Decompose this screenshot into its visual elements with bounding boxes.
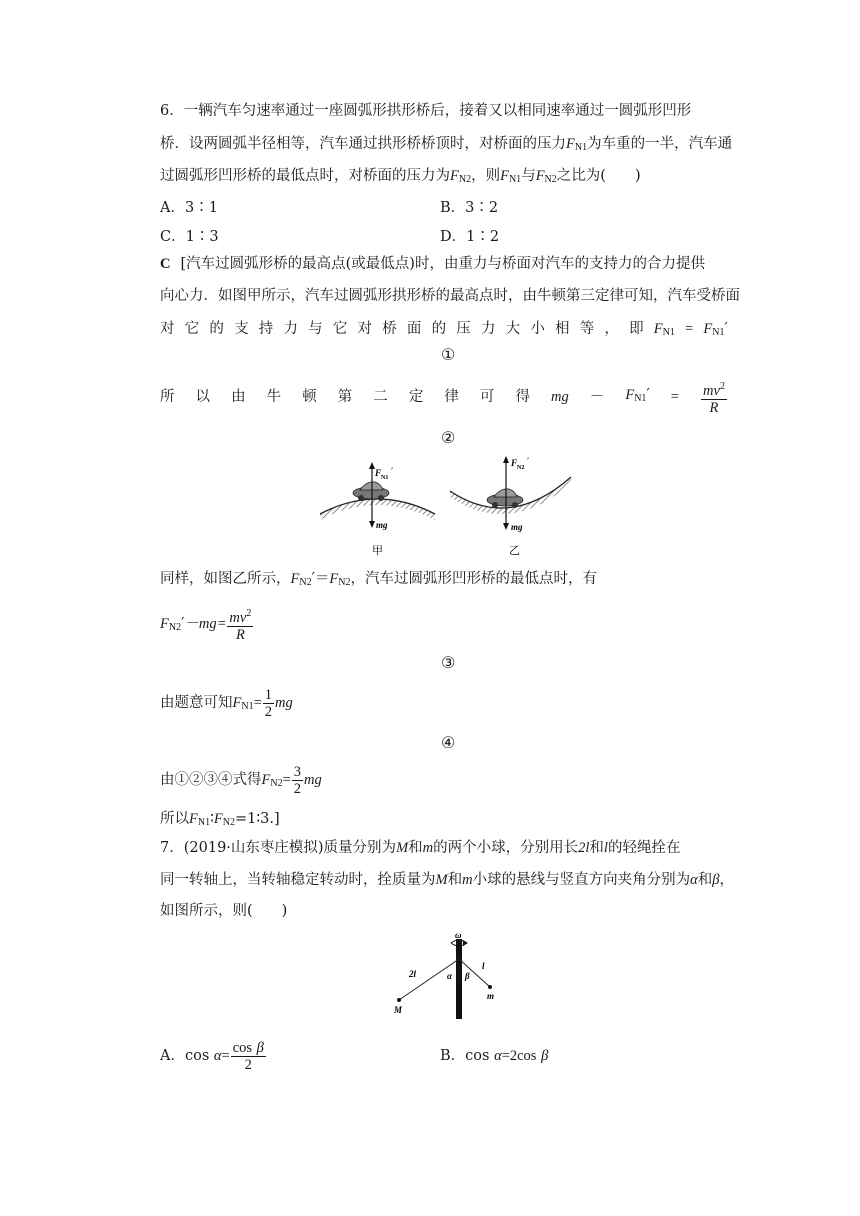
char: 桥 — [382, 321, 397, 337]
string-l — [459, 959, 490, 987]
equation-marker-3: ③ — [441, 653, 456, 672]
sol6-text-9c: =1∶3.] — [234, 811, 280, 827]
label-alpha: α — [447, 971, 452, 981]
char: 第 — [337, 389, 353, 405]
q7-text-1b: 和 — [697, 872, 713, 888]
frac-den: 2 — [264, 703, 273, 720]
char: 顿 — [302, 389, 317, 405]
n1-subscript: N1 — [662, 327, 675, 338]
q7-line3 — [160, 896, 287, 926]
equation-marker-4: ④ — [441, 733, 456, 752]
char: 的 — [431, 321, 447, 337]
char: 二 — [373, 389, 388, 405]
frac-den: 2 — [293, 780, 302, 797]
option-b-label: B．3∶2 — [440, 200, 499, 216]
beta-symbol: β — [712, 872, 720, 888]
sol6-eq4 — [160, 683, 293, 727]
char: 与 — [308, 321, 323, 337]
char: 大 — [505, 321, 521, 337]
char: 它 — [332, 321, 348, 337]
q6-text-2a: 桥．设两圆弧半径相等，汽车通过拱形桥桥顶时，对桥面的压力 — [160, 136, 566, 152]
label-l: l — [482, 961, 485, 971]
option-b-equation: =2cos — [501, 1048, 537, 1064]
convex-bridge — [320, 462, 435, 557]
length-2l: 2l — [578, 840, 590, 856]
q7-option-a[interactable] — [160, 1036, 267, 1076]
char: 对 — [160, 321, 175, 337]
n2-subscript: N2 — [270, 778, 283, 789]
char: 等 — [579, 321, 595, 337]
fraction-one-half — [263, 687, 274, 720]
sol6-line5 — [160, 564, 597, 598]
q7-text-2a: 同一转轴上，当转轴稳定转动时，拴质量为 — [160, 872, 436, 888]
f-symbol: F — [566, 136, 575, 152]
q7-line1 — [160, 833, 680, 863]
q7-text-1b: 和 — [408, 840, 423, 856]
fn2-label: F — [511, 458, 518, 468]
char: 小 — [530, 321, 545, 337]
q7-option-b[interactable] — [440, 1036, 548, 1076]
label-m: m — [487, 991, 495, 1001]
sol6-line1 — [160, 249, 705, 279]
option-d-label: D．1∶2 — [440, 229, 500, 245]
fraction-cos-beta-over-2 — [231, 1040, 266, 1073]
length-l: l — [603, 840, 608, 856]
char: 即 — [629, 321, 644, 337]
sol6-line3 — [160, 314, 728, 348]
q6-option-d[interactable] — [440, 222, 499, 252]
sol6-text-9a: 所以 — [160, 811, 189, 827]
q6-text-3d: 之比为( ) — [556, 168, 641, 184]
q7-text-1e: 的轻绳拴在 — [607, 840, 681, 856]
n1-subscript: N1 — [241, 701, 254, 712]
f-symbol: F — [189, 811, 198, 827]
char: 面 — [406, 321, 422, 337]
svg-text:′: ′ — [391, 466, 394, 475]
n2-subscript: N2 — [222, 817, 235, 828]
figure-label-yi: 乙 — [509, 545, 520, 557]
q7-text-2c: ， — [719, 872, 734, 888]
alpha-symbol: α — [690, 872, 698, 888]
mg-symbol: mg — [304, 772, 322, 788]
char: 牛 — [266, 389, 282, 405]
char: 得 — [515, 389, 530, 405]
n1-subscript: N1 — [197, 817, 211, 828]
f-symbol: F — [261, 772, 271, 788]
q6-text-1: 一辆汽车匀速率通过一座圆弧形拱形桥后，接着又以相同速率通过一圆弧形凹形 — [183, 103, 692, 119]
prime-mark: ′ — [724, 321, 728, 337]
q6-text-2b: 为车重的一半，汽车通 — [587, 136, 733, 152]
n1-subscript: N1 — [574, 142, 588, 153]
mv-symbol: mv — [703, 382, 720, 399]
mg-symbol: mg — [551, 389, 569, 405]
sol6-eq5 — [160, 760, 322, 804]
q7-text-1b: 和 — [447, 872, 463, 888]
sol6-text-5c: ，汽车过圆弧形凹形桥的最低点时，有 — [350, 571, 597, 587]
frac-num: 1 — [264, 686, 273, 703]
beta-symbol: β — [256, 1039, 264, 1056]
ratio-colon: ∶ — [210, 811, 214, 827]
q6-option-b[interactable] — [440, 193, 498, 223]
f-symbol: F — [450, 168, 459, 184]
omega-label: ω — [455, 930, 462, 940]
ball-m — [488, 985, 492, 989]
fraction-mv2-over-r — [701, 379, 727, 416]
n2-subscript: N2 — [544, 174, 557, 185]
q6-text-3c: 与 — [521, 168, 536, 184]
sol6-text-7a: 由题意可知 — [160, 695, 233, 711]
cos-text: cos — [232, 1039, 253, 1056]
q7-line2 — [160, 865, 734, 895]
sol6-text-1: [汽车过圆弧形桥的最高点(或最低点)时，由重力与桥面对汽车的支持力的合力提供 — [180, 256, 705, 272]
f-symbol: F — [329, 571, 339, 587]
r-symbol: R — [235, 626, 245, 643]
char: 相 — [555, 321, 570, 337]
prime-mark: ′ — [311, 571, 315, 587]
char: 由 — [231, 389, 246, 405]
option-c-label: C．1∶3 — [160, 229, 219, 245]
n2-subscript: N2 — [458, 174, 472, 185]
alpha-symbol: α — [213, 1048, 222, 1064]
n1-subscript: N1 — [508, 174, 522, 185]
equals-sign: = — [670, 389, 679, 405]
square-superscript: 2 — [719, 380, 725, 392]
n1-subscript: N1 — [634, 393, 647, 404]
fraction-mv2-over-r — [227, 606, 253, 643]
mass-m-small: m — [422, 840, 434, 856]
bridge-figure — [315, 452, 615, 562]
f-symbol: F — [703, 321, 713, 337]
r-symbol: R — [709, 399, 719, 416]
beta-symbol: β — [541, 1048, 549, 1064]
car-icon — [487, 489, 523, 508]
ball-M — [397, 998, 401, 1002]
fn1-prime-symbol — [625, 378, 649, 416]
f-symbol: F — [653, 321, 663, 337]
label-M: M — [394, 1005, 403, 1015]
sol6-text-5a: 同样，如图乙所示， — [160, 571, 291, 587]
q6-option-a[interactable] — [160, 193, 218, 223]
rotating-shaft-figure — [385, 927, 525, 1027]
fraction-three-halves — [292, 764, 303, 797]
f-symbol: F — [160, 616, 169, 632]
char: 的 — [209, 321, 224, 337]
q7-number: 7． — [160, 840, 184, 856]
q7-text-1c: 的两个小球，分别用长 — [433, 840, 579, 856]
f-symbol: F — [625, 387, 635, 403]
concave-bridge — [450, 456, 571, 557]
char: 可 — [479, 389, 495, 405]
prime-mark: ′ — [646, 387, 650, 403]
char: 力 — [480, 321, 496, 337]
f-symbol: F — [500, 168, 509, 184]
char: 以 — [195, 389, 211, 405]
f-symbol: F — [213, 811, 223, 827]
equation-marker-2: ② — [441, 428, 456, 447]
equals-sign: = — [282, 772, 291, 788]
fn2-label-sub: N2 — [517, 465, 525, 471]
option-a-label: A．cos — [160, 1048, 210, 1064]
sol6-text-8a: 由①②③④式得 — [160, 772, 262, 788]
mass-m-large: M — [435, 872, 448, 888]
q6-number: 6． — [160, 103, 184, 119]
char: 定 — [408, 389, 424, 405]
sol6-line4 — [160, 378, 728, 416]
equals-sign: = — [253, 695, 262, 711]
label-2l: 2l — [409, 969, 417, 979]
n2-subscript: N2 — [168, 622, 182, 633]
mg-label-left: mg — [376, 520, 388, 530]
frac-num: 3 — [293, 763, 302, 780]
label-beta: β — [465, 971, 470, 981]
equation-marker-1: ① — [441, 345, 456, 364]
frac-den: 2 — [244, 1056, 252, 1073]
alpha-symbol: α — [494, 1048, 502, 1064]
char: 对 — [357, 321, 372, 337]
f-symbol: F — [232, 695, 242, 711]
equals-sign: ＝ — [314, 571, 330, 587]
sol6-line2 — [160, 281, 740, 311]
q6-line1 — [160, 96, 691, 126]
char: 它 — [184, 321, 200, 337]
square-superscript: 2 — [246, 607, 252, 619]
q6-line2 — [160, 129, 732, 163]
q6-text-3a: 过圆弧形凹形桥的最低点时，对桥面的压力为 — [160, 168, 450, 184]
f-symbol: F — [535, 168, 545, 184]
char: ， — [604, 321, 619, 337]
eq3-mid: －mg= — [184, 616, 227, 632]
sol6-text-2: 向心力．如图甲所示，汽车过圆弧形拱形桥的最高点时，由牛顿第三定律可知，汽车受桥面 — [160, 288, 740, 304]
svg-text:′: ′ — [527, 456, 530, 465]
prime-mark: ′ — [181, 616, 185, 632]
char: 支 — [234, 321, 249, 337]
answer-letter: C — [160, 256, 171, 272]
mg-label-right: mg — [511, 522, 523, 532]
char: 压 — [456, 321, 471, 337]
f-symbol: F — [290, 571, 300, 587]
fn1-symbol — [654, 314, 675, 348]
n1-subscript: N1 — [712, 327, 725, 338]
q7-text-2b: 小球的悬线与竖直方向夹角分别为 — [472, 872, 691, 888]
n2-subscript: N2 — [338, 577, 351, 588]
option-a-label: A．3∶1 — [160, 200, 218, 216]
q7-text-1a: (2019·山东枣庄模拟)质量分别为 — [183, 840, 397, 856]
q6-line3 — [160, 161, 641, 195]
equals-sign: = — [685, 321, 694, 337]
mg-symbol: mg — [275, 695, 293, 711]
minus-sign: － — [589, 389, 605, 405]
char: 律 — [444, 389, 459, 405]
figure-label-jia: 甲 — [372, 545, 383, 557]
mass-m-large: M — [396, 840, 409, 856]
sol6-eq3 — [160, 604, 254, 648]
option-b-label: B．cos — [440, 1048, 490, 1064]
char: 所 — [160, 389, 175, 405]
n2-subscript: N2 — [299, 577, 312, 588]
car-icon — [353, 482, 389, 501]
fn1-label-sub: N1 — [381, 475, 389, 481]
char: 持 — [258, 321, 274, 337]
char: 力 — [283, 321, 298, 337]
mv-symbol: mv — [229, 609, 247, 626]
equals-sign: = — [221, 1048, 230, 1064]
mass-m-small: m — [462, 872, 473, 888]
fn1-label: F — [375, 468, 382, 478]
fn1-prime-symbol — [703, 314, 727, 348]
q6-option-c[interactable] — [160, 222, 219, 252]
q7-text-3: 如图所示，则( ) — [160, 903, 288, 919]
q6-text-3b: ，则 — [471, 168, 501, 184]
q7-text-1d: 和 — [589, 840, 604, 856]
